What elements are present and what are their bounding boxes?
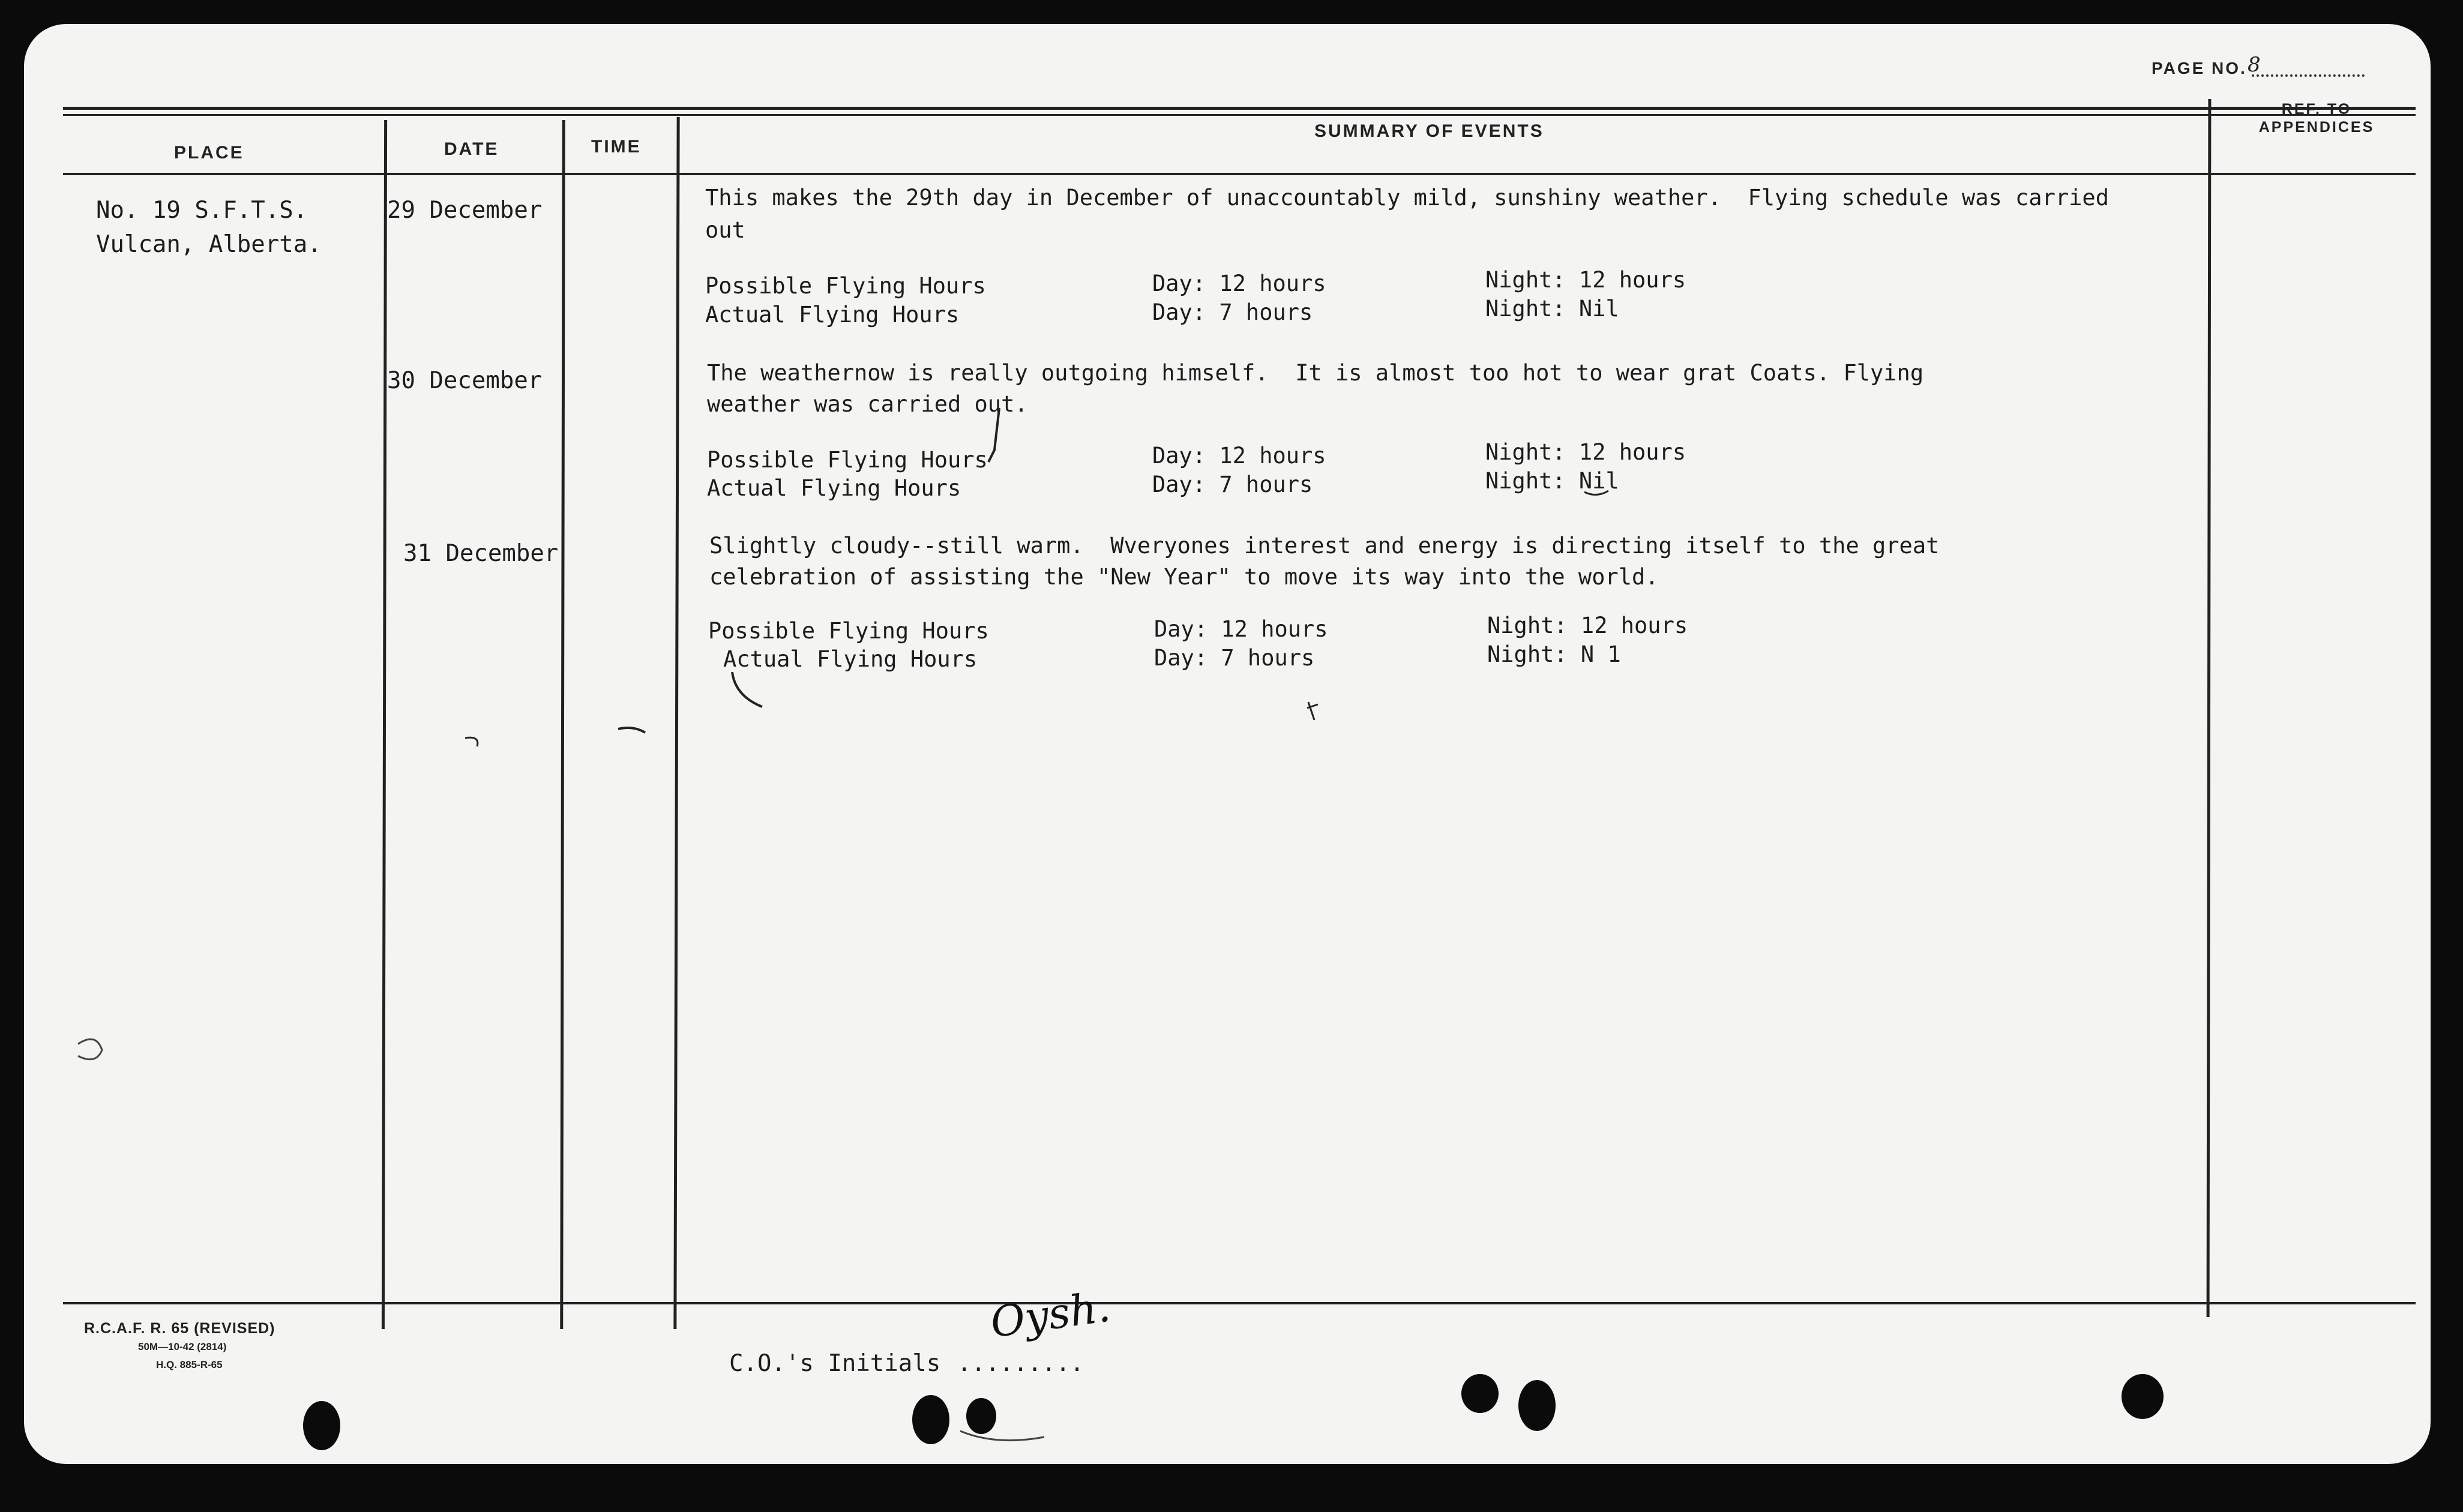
punch-hole-3 — [966, 1398, 996, 1434]
entry-3-possible-day: Day: 12 hours — [1154, 616, 1328, 642]
header-place: PLACE — [174, 143, 244, 163]
entry-1-actual-night: Night: Nil — [1485, 296, 1619, 322]
pen-marks — [24, 24, 2431, 1464]
entry-3-text-line1: Slightly cloudy--still warm. Wveryones interest and energy is directing itself to the great — [709, 533, 1940, 559]
co-signature: Oysh. — [987, 1282, 1113, 1348]
header-ref-line2: APPENDICES — [2258, 119, 2375, 136]
pen-mark-nil — [1584, 491, 1608, 495]
entry-1-actual-label: Actual Flying Hours — [705, 302, 960, 328]
entry-2-text-line2: weather was carried out. — [707, 391, 1028, 417]
entry-1-possible-night: Night: 12 hours — [1485, 267, 1686, 293]
place-unit: No. 19 S.F.T.S. — [96, 197, 308, 224]
entry-1-possible-day: Day: 12 hours — [1152, 271, 1326, 296]
entry-3-possible-label: Possible Flying Hours — [708, 618, 989, 644]
entry-1-possible-label: Possible Flying Hours — [705, 273, 986, 299]
punch-hole-2 — [912, 1395, 949, 1444]
entry-1-date: 29 December — [387, 197, 543, 224]
entry-2-possible-label: Possible Flying Hours — [707, 447, 988, 473]
pen-mark-margin — [78, 1039, 102, 1060]
entry-2-text-line1: The weathernow is really outgoing himself. It is almost too hot to wear grat Coats. Flying — [707, 360, 1924, 386]
pen-mark-time — [618, 728, 645, 733]
co-initials-dots: ......... — [957, 1350, 1084, 1377]
form-number-line2: 50M—10-42 (2814) — [138, 1341, 227, 1352]
header-summary: SUMMARY OF EVENTS — [1314, 121, 1544, 141]
co-initials-label: C.O.'s Initials — [729, 1350, 941, 1377]
punch-hole-4 — [1461, 1374, 1499, 1413]
entry-3-actual-label: Actual Flying Hours — [723, 646, 978, 672]
form-number-line1: R.C.A.F. R. 65 (REVISED) — [84, 1320, 275, 1337]
page-number-value: 8 — [2248, 53, 2263, 77]
record-card — [24, 24, 2431, 1464]
entry-2-actual-night: Night: Nil — [1485, 468, 1619, 494]
page-number-label: PAGE NO. — [2152, 59, 2247, 77]
entry-3-actual-night: Night: N 1 — [1487, 641, 1621, 667]
pen-mark-date — [465, 737, 478, 746]
punch-hole-6 — [2122, 1374, 2164, 1419]
entry-2-actual-label: Actual Flying Hours — [707, 475, 961, 501]
place-location: Vulcan, Alberta. — [96, 231, 322, 258]
entry-2-actual-day: Day: 7 hours — [1152, 472, 1313, 497]
punch-hole-1 — [303, 1401, 340, 1450]
pen-mark-actual — [732, 672, 762, 707]
header-time: TIME — [591, 137, 642, 157]
form-number-line3: H.Q. 885-R-65 — [156, 1359, 223, 1370]
entry-2-possible-night: Night: 12 hours — [1485, 439, 1686, 465]
entry-3-text-line2: celebration of assisting the "New Year" to move its way into the world. — [709, 564, 1659, 590]
header-date: DATE — [444, 139, 499, 159]
entry-3-actual-day: Day: 7 hours — [1154, 645, 1315, 671]
entry-1-text-line2: out — [705, 217, 745, 243]
pen-mark-out — [988, 408, 999, 462]
pen-mark-small — [1307, 702, 1318, 720]
entry-3-possible-night: Night: 12 hours — [1487, 613, 1688, 638]
entry-2-date: 30 December — [387, 367, 543, 394]
entry-3-date: 31 December — [403, 540, 559, 567]
entry-2-possible-day: Day: 12 hours — [1152, 443, 1326, 469]
punch-hole-5 — [1518, 1380, 1556, 1431]
header-ref-line1: REF. TO — [2281, 101, 2352, 118]
pen-mark-bottom — [960, 1431, 1044, 1441]
entry-1-text-line1: This makes the 29th day in December of unaccountably mild, sunshiny weather. Flying schedule was carried — [705, 185, 2109, 211]
entry-1-actual-day: Day: 7 hours — [1152, 299, 1313, 325]
